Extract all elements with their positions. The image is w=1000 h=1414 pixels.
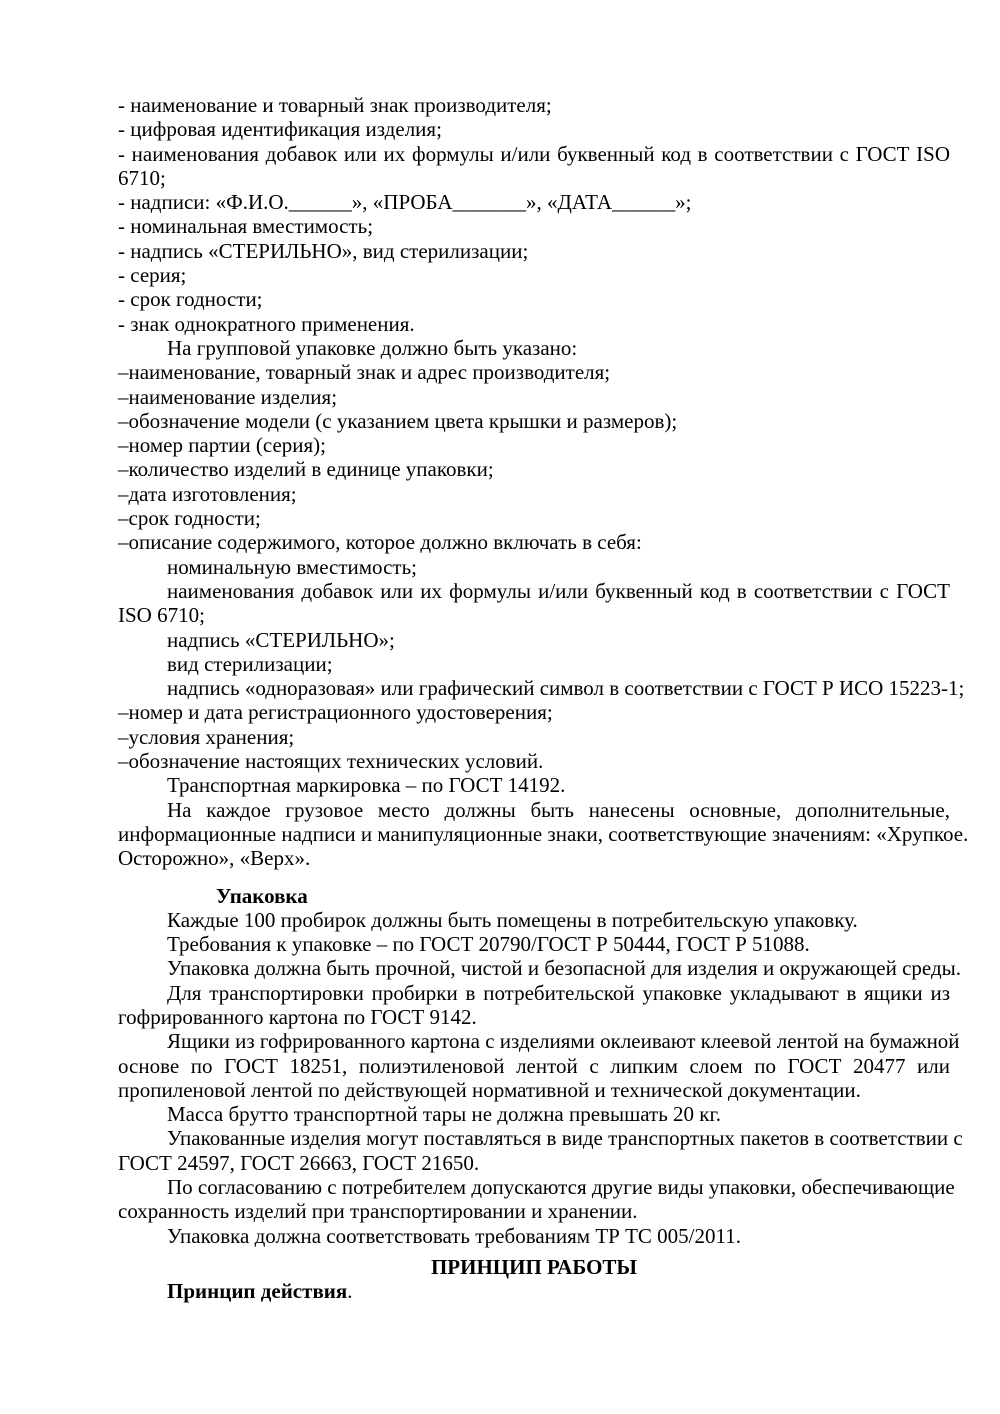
marking-line: - наименования добавок или их формулы и/или буквенный код в соответствии с ГОСТ ISO [118, 141, 950, 166]
marking-line: - цифровая идентификация изделия; [118, 117, 442, 142]
marking-line: - надписи: «Ф.И.О.______», «ПРОБА_______», «ДАТА______»; [118, 190, 692, 215]
marking-line: –количество изделий в единице упаковки; [118, 457, 494, 482]
packaging-line: Упакованные изделия могут поставляться в виде транспортных пакетов в соответствии с [167, 1126, 963, 1151]
packaging-line: гофрированного картона по ГОСТ 9142. [118, 1004, 477, 1029]
packaging-line: Упаковка должна быть прочной, чистой и безопасной для изделия и окружающей среды. [167, 956, 961, 981]
marking-line: –наименование изделия; [118, 384, 338, 409]
marking-line: –наименование, товарный знак и адрес производителя; [118, 360, 611, 385]
packaging-heading: Упаковка [216, 883, 308, 908]
marking-line: 6710; [118, 165, 166, 190]
packaging-line: пропиленовой лентой по действующей нормативной и технической документации. [118, 1077, 861, 1102]
principle-lead-line [118, 1279, 950, 1303]
principle-lead-period: . [347, 1279, 353, 1304]
marking-line: надпись «одноразовая» или графический символ в соответствии с ГОСТ Р ИСО 15223-1; [167, 676, 965, 701]
marking-line: –дата изготовления; [118, 481, 297, 506]
marking-line: - наименование и товарный знак производителя; [118, 93, 552, 117]
marking-line: - срок годности; [118, 287, 263, 312]
marking-line: номинальную вместимость; [167, 554, 417, 579]
packaging-line: Каждые 100 пробирок должны быть помещены в потребительскую упаковку. [167, 907, 858, 932]
marking-line: –условия хранения; [118, 724, 295, 749]
packaging-line: Требования к упаковке – по ГОСТ 20790/ГОСТ Р 50444, ГОСТ Р 51088. [167, 932, 810, 957]
packaging-line: основе по ГОСТ 18251, полиэтиленовой лентой с липким слоем по ГОСТ 20477 или [118, 1053, 950, 1078]
packaging-line: Для транспортировки пробирки в потребительской упаковке укладывают в ящики из [167, 980, 950, 1005]
marking-line: Осторожно», «Верх». [118, 846, 311, 871]
marking-line: - надпись «СТЕРИЛЬНО», вид стерилизации; [118, 238, 529, 263]
marking-line: –номер и дата регистрационного удостоверения; [118, 700, 553, 725]
marking-line: - номинальная вместимость; [118, 214, 374, 239]
principle-heading: ПРИНЦИП РАБОТЫ [430, 1254, 638, 1279]
marking-line: –обозначение настоящих технических условий. [118, 749, 544, 774]
marking-line: - знак однократного применения. [118, 311, 415, 336]
principle-lead-label: Принцип действия [167, 1279, 348, 1304]
marking-line: наименования добавок или их формулы и/или буквенный код в соответствии с ГОСТ [167, 578, 950, 603]
marking-line: информационные надписи и манипуляционные знаки, соответствующие значениям: «Хрупкое. [118, 821, 969, 846]
packaging-line: ГОСТ 24597, ГОСТ 26663, ГОСТ 21650. [118, 1150, 480, 1175]
marking-line: –описание содержимого, которое должно включать в себя: [118, 530, 642, 555]
packaging-line: Ящики из гофрированного картона с изделиями оклеивают клеевой лентой на бумажной [167, 1029, 960, 1054]
packaging-line: По согласованию с потребителем допускаются другие виды упаковки, обеспечивающие [167, 1175, 955, 1200]
marking-line: –обозначение модели (с указанием цвета крышки и размеров); [118, 408, 678, 433]
marking-line: На групповой упаковке должно быть указано: [167, 335, 578, 360]
marking-line: надпись «СТЕРИЛЬНО»; [167, 627, 395, 652]
marking-line: На каждое грузовое место должны быть нанесены основные, дополнительные, [167, 797, 950, 822]
marking-line: ISO 6710; [118, 603, 205, 628]
marking-line: –срок годности; [118, 506, 261, 531]
packaging-line: Упаковка должна соответствовать требованиям ТР ТС 005/2011. [167, 1223, 741, 1248]
packaging-line: Масса брутто транспортной тары не должна превышать 20 кг. [167, 1102, 721, 1127]
marking-line: вид стерилизации; [167, 651, 333, 676]
marking-line: - серия; [118, 263, 187, 288]
marking-line: –номер партии (серия); [118, 433, 327, 458]
packaging-line: сохранность изделий при транспортировании и хранении. [118, 1199, 638, 1224]
marking-line: Транспортная маркировка – по ГОСТ 14192. [167, 773, 566, 798]
